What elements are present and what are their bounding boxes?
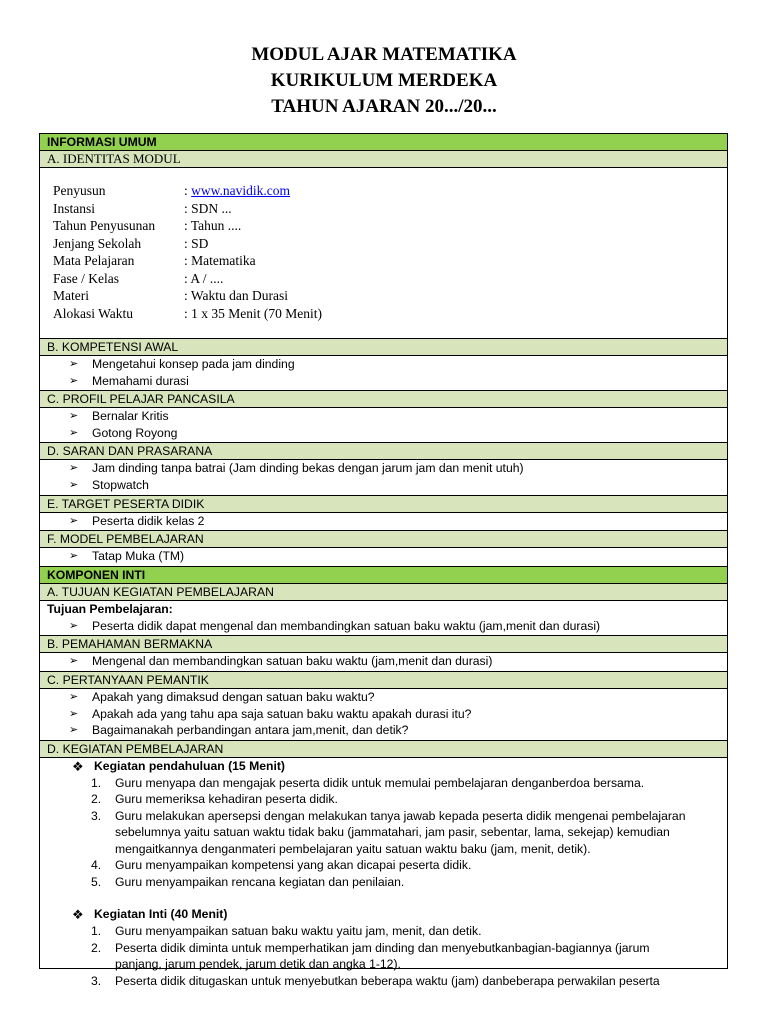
kegiatan-block [40,758,727,990]
item-text-line: Guru menyapa dan mengajak peserta didik untuk memulai pembelajaran denganberdoa bersama. [115,775,645,790]
list-item-text: Peserta didik dapat mengenal dan membandingkan satuan baku waktu (jam,menit dan durasi) [92,618,601,633]
section-header-model: F. MODEL PEMBELAJARAN [40,531,727,548]
numbered-item [40,923,727,940]
section-header-kegiatan: D. KEGIATAN PEMBELAJARAN [40,741,727,758]
section-header-pertanyaan: C. PERTANYAAN PEMANTIK [40,672,727,689]
identitas-label: Fase / Kelas [53,270,119,286]
title-line-2: KURIKULUM MERDEKA [270,70,498,91]
list-item-text: Mengenal dan membandingkan satuan baku waktu (jam,menit dan durasi) [92,654,493,669]
item-text [115,857,725,874]
list-item-text: Apakah ada yang tahu apa saja satuan baku waktu apakah durasi itu? [92,706,472,721]
item-text [115,923,725,940]
arrowhead-icon: ➢ [69,514,79,527]
list-item [40,689,727,706]
identitas-label: Alokasi Waktu [53,305,134,321]
item-text-line: Peserta didik ditugaskan untuk menyebutkan beberapa waktu (jam) danbeberapa perwakilan peserta [115,973,660,988]
pemahaman-list [40,653,727,672]
target-list [40,513,727,532]
profil-list [40,408,727,443]
item-number: 2. [91,940,102,955]
kompetensi-awal-list [40,356,727,391]
list-item [40,653,727,670]
arrowhead-icon: ➢ [69,619,79,632]
list-item-text: Memahami durasi [92,373,189,388]
sarana-list [40,460,727,495]
kegiatan-inti-title: Kegiatan Inti (40 Menit) [94,907,228,922]
penyusun-link[interactable]: www.navidik.com [191,183,290,198]
title-line-1: MODUL AJAR MATEMATIKA [251,44,517,65]
arrowhead-icon: ➢ [69,478,79,491]
list-item-text: Bagaimanakah perbandingan antara jam,menit, dan detik? [92,723,409,738]
numbered-item [40,775,727,792]
arrowhead-icon: ➢ [69,724,79,737]
arrowhead-icon: ➢ [69,707,79,720]
identitas-list [40,168,727,339]
item-text [115,940,725,973]
arrowhead-icon: ➢ [69,426,79,439]
item-text-line: Guru memeriksa kehadiran peserta didik. [115,792,338,807]
item-text-line: Guru menyampaikan rencana kegiatan dan penilaian. [115,874,405,889]
section-header-komponen-inti: KOMPONEN INTI [40,567,727,584]
section-header-kompetensi-awal: B. KOMPETENSI AWAL [40,339,727,356]
section-header-identitas: A. IDENTITAS MODUL [40,151,727,168]
list-item [40,477,727,494]
list-item [40,460,727,477]
item-number: 3. [91,808,102,823]
list-item [40,373,727,390]
numbered-item [40,808,727,858]
identitas-colon: : [184,183,192,198]
item-text-line: mengaitkannya denganmateri pembelajaran yaitu satuan waktu baku (jam, menit, detik). [115,841,591,856]
list-item-text: Peserta didik kelas 2 [92,513,205,528]
item-text-line: panjang, jarum pendek, jarum detik dan angka 1-12). [115,957,401,972]
item-text [115,874,725,891]
item-text-line: Peserta didik diminta untuk memperhatikan jam dinding dan menyebutkanbagian-bagiannya (jarum [115,940,650,955]
identitas-row [53,235,727,253]
list-item-text: Tatap Muka (TM) [92,549,185,564]
item-text [115,775,725,792]
item-number: 1. [91,924,102,939]
item-number: 3. [91,973,102,988]
section-header-tujuan: A. TUJUAN KEGIATAN PEMBELAJARAN [40,584,727,601]
kegiatan-pendahuluan-title: Kegiatan pendahuluan (15 Menit) [94,758,285,773]
item-text [115,973,725,990]
document-title [0,42,768,120]
identitas-value: : 1 x 35 Menit (70 Menit) [184,305,322,321]
identitas-label: Instansi [53,200,95,216]
numbered-item [40,973,727,990]
numbered-item [40,791,727,808]
item-text [115,791,725,808]
arrowhead-icon: ➢ [69,374,79,387]
arrowhead-icon: ➢ [69,410,79,423]
numbered-item [40,857,727,874]
list-item-text: Mengetahui konsep pada jam dinding [92,357,295,371]
tujuan-subheading: Tujuan Pembelajaran: [47,601,173,616]
inti-list [40,923,727,989]
list-item [40,408,727,425]
numbered-item [40,874,727,891]
identitas-label: Materi [53,288,89,303]
item-text [115,808,725,858]
diamond-icon: ❖ [72,907,84,923]
identitas-row [53,252,727,270]
identitas-value: : Matematika [184,253,256,268]
kegiatan-pendahuluan-heading [40,758,727,775]
identitas-value: : SD [184,235,209,251]
section-header-sarana: D. SARAN DAN PRASARANA [40,443,727,460]
identitas-row [53,305,727,323]
title-line-3: TAHUN AJARAN 20.../20... [271,96,497,117]
list-item [40,356,727,373]
list-item [40,548,727,565]
item-number: 2. [91,792,102,807]
identitas-value: : SDN ... [184,200,232,216]
list-item [40,513,727,530]
identitas-row [53,270,727,288]
identitas-label: Jenjang Sekolah [53,235,142,251]
list-item-text: Stopwatch [92,477,149,492]
list-item-text: Apakah yang dimaksud dengan satuan baku waktu? [92,689,375,704]
diamond-icon: ❖ [72,758,84,774]
section-header-pemahaman: B. PEMAHAMAN BERMAKNA [40,636,727,653]
identitas-label: Tahun Penyusunan [53,218,156,233]
item-number: 5. [91,874,102,889]
list-item [40,618,727,635]
arrowhead-icon: ➢ [69,358,79,370]
spacer [40,890,727,906]
item-number: 1. [91,775,102,790]
arrowhead-icon: ➢ [69,462,79,475]
section-header-target: E. TARGET PESERTA DIDIK [40,496,727,513]
pendahuluan-list [40,775,727,891]
list-item-text: Jam dinding tanpa batrai (Jam dinding bekas dengan jarum jam dan menit utuh) [92,461,524,476]
identitas-label: Mata Pelajaran [53,253,135,268]
section-header-profil: C. PROFIL PELAJAR PANCASILA [40,391,727,408]
list-item [40,722,727,739]
list-item [40,706,727,723]
identitas-value: : A / .... [184,270,224,286]
numbered-item [40,940,727,973]
pertanyaan-list [40,689,727,741]
item-number: 4. [91,858,102,873]
item-text-line: Guru menyampaikan kompetensi yang akan dicapai peserta didik. [115,858,472,873]
list-item-text: Gotong Royong [92,425,178,440]
list-item-text: Bernalar Kritis [92,409,169,424]
arrowhead-icon: ➢ [69,655,79,668]
module-table [39,133,728,988]
identitas-row [53,200,727,218]
list-item [40,425,727,442]
identitas-value: : Tahun .... [184,218,242,233]
identitas-value [184,182,290,200]
arrowhead-icon: ➢ [69,690,79,703]
item-text-line: sebelumnya yaitu satuan waktu tidak baku (jammatahari, jam pasir, sebentar, lama, sekejap) kemudian [115,825,670,840]
tujuan-list [40,618,727,635]
identitas-value: : Waktu dan Durasi [184,288,289,303]
tujuan-block [40,601,727,637]
kegiatan-inti-heading [40,906,727,923]
identitas-label: Penyusun [53,183,106,198]
identitas-row [53,217,727,235]
item-text-line: Guru menyampaikan satuan baku waktu yaitu jam, menit, dan detik. [115,924,482,939]
model-list [40,548,727,567]
arrowhead-icon: ➢ [69,550,79,563]
identitas-row [53,182,727,200]
item-text-line: Guru melakukan apersepsi dengan melakukan tanya jawab kepada peserta didik mengenai pembelajaran [115,808,686,823]
section-header-informasi-umum: INFORMASI UMUM [40,134,727,151]
identitas-row [53,287,727,305]
